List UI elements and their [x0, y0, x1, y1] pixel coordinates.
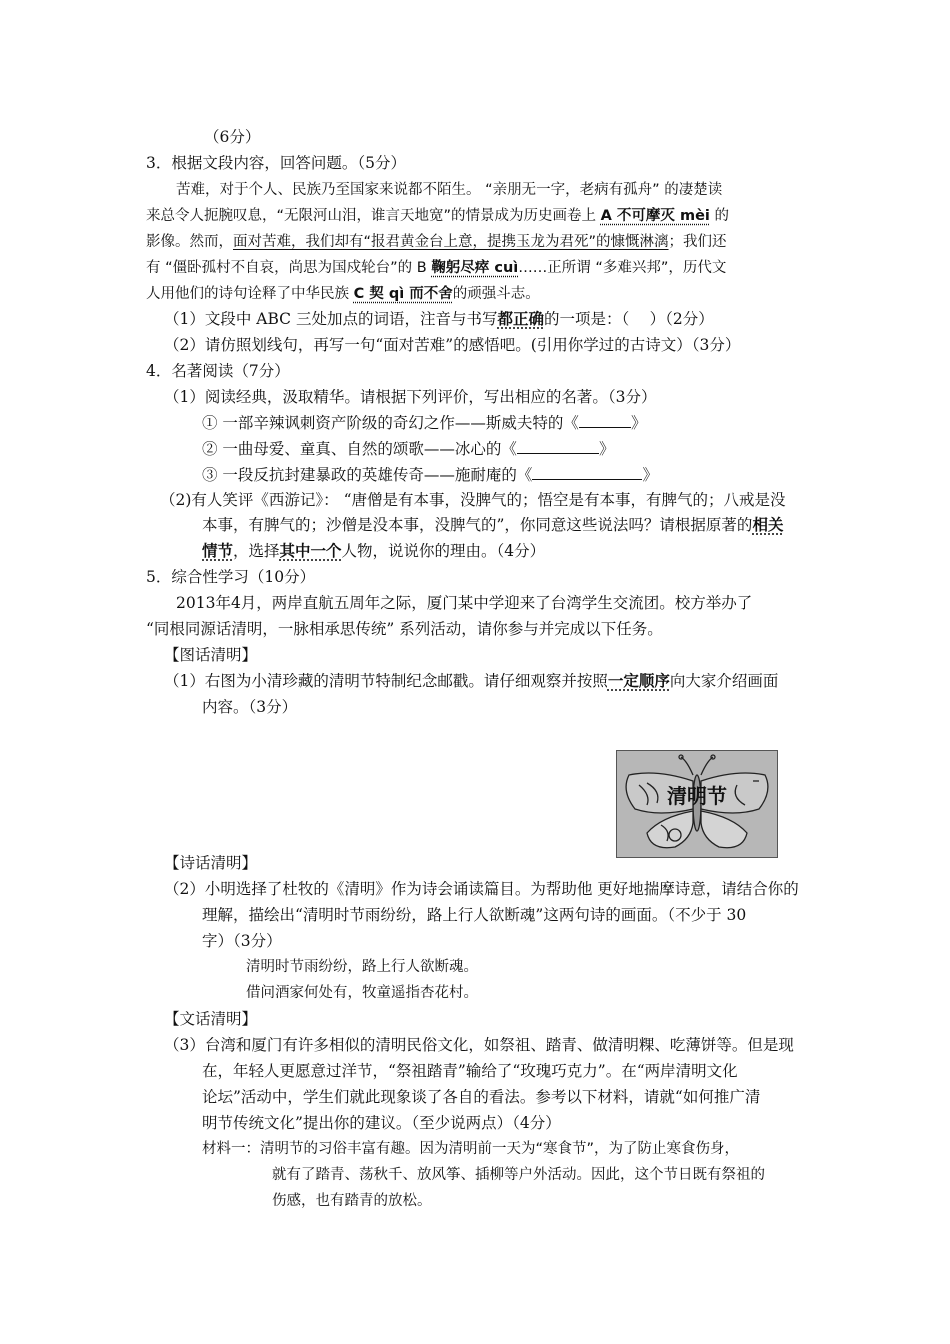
q3-passage-line-4: 有 “僵卧孤村不自哀，尚思为国戍轮台”的 B 鞠躬尽瘁 cuì……正所谓 “多难兴邦”，历代文	[146, 260, 727, 276]
q3-sub-1: （1）文段中 ABC 三处加点的词语，注音与书写都正确的一项是：（ ）（2分）	[164, 309, 714, 328]
q3-title: 3．根据文段内容，回答问题。（5分）	[146, 154, 406, 172]
q5-task-3-line-3: 论坛”活动中，学生们就此现象谈了各自的看法。参考以下材料，请就“如何推广清	[202, 1088, 761, 1106]
q4-title: 4．名著阅读（7分）	[146, 362, 290, 380]
q4-item-2: ② 一曲母爱、童真、自然的颂歌——冰心的《 》	[202, 440, 615, 458]
answer-blank-2[interactable]	[517, 438, 599, 454]
q4-sub-1: （1）阅读经典，汲取精华。请根据下列评价，写出相应的名著。（3分）	[164, 388, 657, 406]
answer-blank-3[interactable]	[532, 464, 642, 480]
q4-item-3: ③ 一段反抗封建暴政的英雄传奇——施耐庵的《 》	[202, 466, 658, 484]
material-1-line-2: 就有了踏青、荡秋千、放风筝、插柳等户外活动。因此，这个节日既有祭祖的	[272, 1167, 765, 1183]
section-heading-poem: 【诗话清明】	[164, 854, 258, 872]
q3-sub-2: （2）请仿照划线句，再写一句“面对苦难”的感悟吧。(引用你学过的古诗文）（3分）	[164, 336, 741, 354]
material-1-line-1: 材料一：清明节的习俗丰富有趣。因为清明前一天为“寒食节”，为了防止寒食伤身，	[202, 1141, 740, 1157]
poem-line-2: 借问酒家何处有，牧童遥指杏花村。	[246, 985, 478, 1001]
qingming-postmark-image	[616, 750, 778, 858]
q4-item-1: ① 一部辛辣讽刺资产阶级的奇幻之作——斯威夫特的《 》	[202, 414, 647, 432]
q5-intro-line-2: “同根同源话清明，一脉相承思传统” 系列活动，请你参与并完成以下任务。	[146, 620, 663, 638]
q5-intro-line-1: 2013年4月，两岸直航五周年之际，厦门某中学迎来了台湾学生交流团。校方举办了	[176, 594, 753, 612]
option-a: A 不可摩灭 mèi	[600, 208, 710, 224]
underlined-sentence: 面对苦难，我们却有“报君黄金台上意，提携玉龙为君死”的慷慨淋漓	[233, 234, 669, 250]
q5-title: 5．综合性学习（10分）	[146, 568, 316, 586]
section-heading-picture: 【图话清明】	[164, 646, 258, 664]
section-heading-prose: 【文话清明】	[164, 1010, 258, 1028]
q5-task-1-line-2: 内容。（3分）	[202, 698, 298, 716]
score-note: （6分）	[204, 128, 261, 146]
q5-task-2-line-2: 理解，描绘出“清明时节雨纷纷，路上行人欲断魂”这两句诗的画面。（不少于 30	[202, 906, 747, 924]
material-1-line-3: 伤感，也有踏青的放松。	[272, 1193, 432, 1209]
q3-passage-line-2: 来总令人扼腕叹息，“无限河山泪，谁言天地宽”的情景成为历史画卷上 A 不可摩灭 mèi 的	[146, 208, 729, 224]
q5-task-3-line-4: 明节传统文化”提出你的建议。（至少说两点）（4分）	[202, 1114, 561, 1132]
q3-passage-line-5: 人用他们的诗句诠释了中华民族 C 契 qì 而不舍的顽强斗志。	[146, 286, 540, 302]
postmark-text: 清明节	[667, 784, 727, 808]
q4-sub-2-line-3: 情节，选择其中一个人物，说说你的理由。（4分）	[202, 541, 546, 560]
q4-sub-2-line-1: （2)有人笑评《西游记》： “唐僧是有本事，没脾气的；悟空是有本事，有脾气的；八戒是没	[160, 491, 786, 509]
q5-task-3-line-1: （3）台湾和厦门有许多相似的清明民俗文化，如祭祖、踏青、做清明粿、吃薄饼等。但是现	[164, 1036, 794, 1054]
answer-blank-1[interactable]	[579, 412, 631, 428]
q5-task-2-line-3: 字）（3分）	[202, 932, 282, 950]
q3-passage-line-3: 影像。然而，面对苦难，我们却有“报君黄金台上意，提携玉龙为君死”的慷慨淋漓；我们还	[146, 234, 727, 250]
q5-task-1-line-1: （1）右图为小清珍藏的清明节特制纪念邮戳。请仔细观察并按照一定顺序向大家介绍画面	[164, 671, 779, 690]
poem-line-1: 清明时节雨纷纷，路上行人欲断魂。	[246, 959, 478, 975]
q5-task-3-line-2: 在，年轻人更愿意过洋节，“祭祖踏青”输给了“玫瑰巧克力”。在“两岸清明文化	[202, 1062, 738, 1080]
q5-task-2-line-1: （2）小明选择了杜牧的《清明》作为诗会诵读篇目。为帮助他 更好地揣摩诗意，请结合你的	[164, 880, 799, 898]
q3-passage-line-1: 苦难，对于个人、民族乃至国家来说都不陌生。 “亲朋无一字，老病有孤舟” 的凄楚读	[176, 182, 723, 198]
option-c: C 契 qì 而不舍	[353, 286, 453, 302]
option-b: 鞠躬尽瘁 cuì	[431, 260, 519, 276]
q4-sub-2-line-2: 本事，有脾气的；沙僧是没本事，没脾气的”，你同意这些说法吗？请根据原著的相关	[202, 515, 784, 534]
